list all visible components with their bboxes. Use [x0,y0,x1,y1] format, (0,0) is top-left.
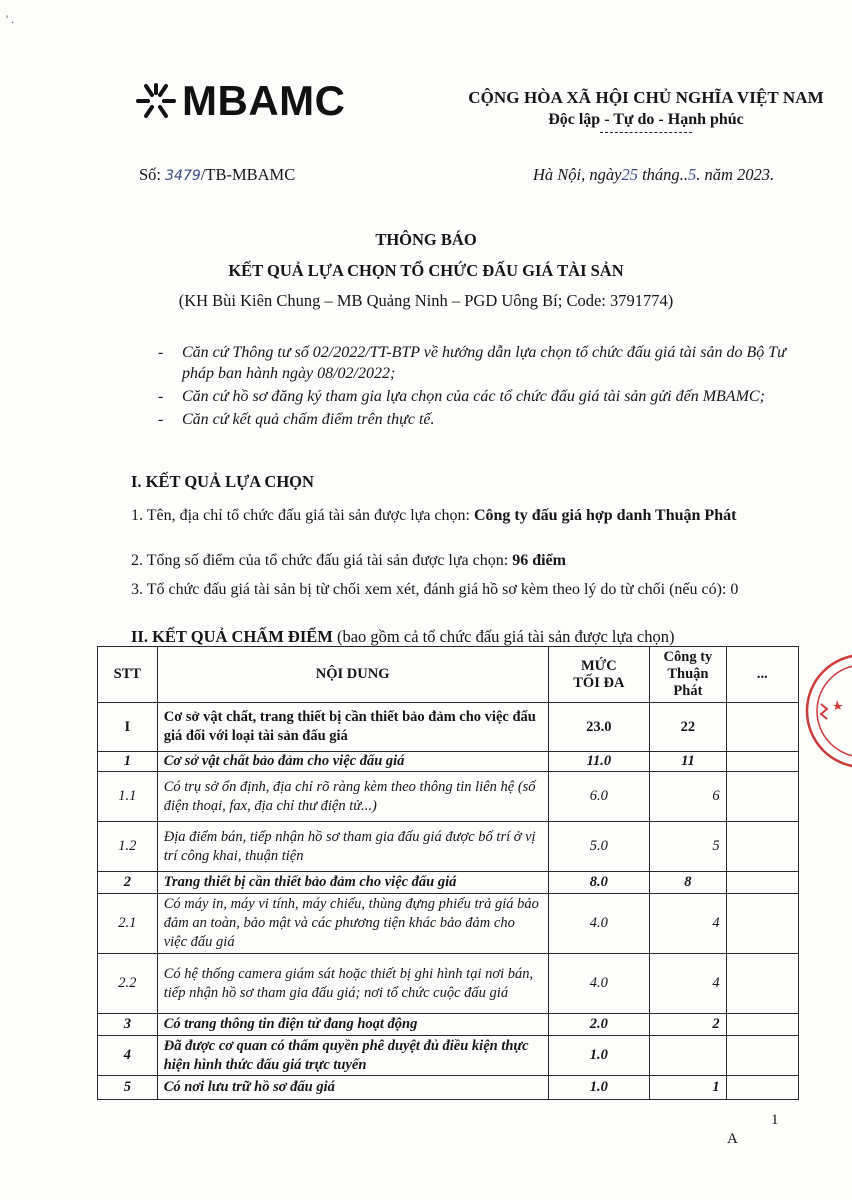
table-row: 3 Có trang thông tin điện tử đang hoạt động 2.0 2 [98,1014,799,1036]
logo-wordmark: MBAMC [182,77,346,124]
notice-title: THÔNG BÁO [375,230,477,249]
table-row: 2.2 Có hệ thống camera giám sát hoặc thiết bị ghi hình tại nơi bán, tiếp nhận hồ sơ tham gia đấu giá; nơi tổ chức cuộc đấu giá 4.0 4 [98,954,799,1014]
nation-name: CỘNG HÒA XÃ HỘI CHỦ NGHĨA VIỆT NAM [468,88,824,107]
document-number: Số: 3479/TB-MBAMC [139,165,296,184]
date-month: 5 [687,165,697,184]
place-date: Hà Nội, ngày25 tháng..5. năm 2023. [533,165,775,184]
header-more: ... [726,647,798,703]
motto-underline [600,132,692,133]
table-row: 4 Đã được cơ quan có thẩm quyền phê duyệt đủ điều kiện thực hiện hình thức đấu giá trực tuyến 1.0 [98,1036,799,1076]
footer-mark: A [727,1131,738,1147]
header-company: Công ty Thuận Phát [650,647,726,703]
handwritten-number: 3479 [165,168,201,184]
header-stt: STT [98,647,158,703]
table-row: 2.1 Có máy in, máy vi tính, máy chiếu, thùng đựng phiếu trả giá bảo đảm an toàn, bảo mật và các phương tiện khác bảo đảm cho việc đấu giá 4.0 4 [98,894,799,954]
nation-motto: Độc lập - Tự do - Hạnh phúc [548,111,744,128]
table-row: I Cơ sở vật chất, trang thiết bị cần thiết bảo đảm cho việc đấu giá đối với loại tài sản đấu giá 23.0 22 [98,703,799,752]
rejected-organizations: 3. Tổ chức đấu giá tài sản bị từ chối xem xét, đánh giá hồ sơ kèm theo lý do từ chối (nếu có): 0 [131,581,739,598]
table-row: 1.1 Có trụ sở ổn định, địa chỉ rõ ràng kèm theo thông tin liên hệ (số điện thoại, fax, địa chỉ thư điện tử...) 6.0 6 [98,772,799,822]
date-day: 25 [621,165,638,184]
page-number: 1 [771,1112,779,1128]
mbamc-star-icon [134,81,178,121]
section-1-heading: I. KẾT QUẢ LỰA CHỌN [131,472,314,491]
company-seal-icon [801,652,852,770]
basis-item: - Căn cứ kết quả chấm điểm trên thực tế. [158,409,798,430]
selected-organization: 1. Tên, địa chỉ tổ chức đấu giá tài sản được lựa chọn: Công ty đấu giá hợp danh Thuận Phát [131,507,737,524]
basis-item: - Căn cứ Thông tư số 02/2022/TT-BTP về hướng dẫn lựa chọn tổ chức đấu giá tài sản do Bộ Tư pháp ban hành ngày 08/02/2022; [158,342,798,384]
total-score: 2. Tổng số điểm của tổ chức đấu giá tài sản được lựa chọn: 96 điểm [131,552,566,569]
score-table [97,646,799,1100]
basis-item: - Căn cứ hồ sơ đăng ký tham gia lựa chọn của các tổ chức đấu giá tài sản gửi đến MBAMC; [158,386,798,407]
notice-subject: KẾT QUẢ LỰA CHỌN TỔ CHỨC ĐẤU GIÁ TÀI SẢN [228,261,624,280]
mbamc-logo [134,77,346,124]
header-content: NỘI DUNG [157,647,548,703]
table-row: 1 Cơ sở vật chất bảo đảm cho việc đấu giá 11.0 11 [98,752,799,772]
header-max: MỨC TỐI ĐA [548,647,650,703]
legal-bases [158,342,798,432]
table-row: 1.2 Địa điểm bán, tiếp nhận hồ sơ tham gia đấu giá được bố trí ở vị trí công khai, thuận tiện 5.0 5 [98,822,799,872]
table-row: 5 Có nơi lưu trữ hồ sơ đấu giá 1.0 1 [98,1076,799,1100]
section-2-heading: II. KẾT QUẢ CHẤM ĐIỂM (bao gồm cả tổ chức đấu giá tài sản được lựa chọn) [131,627,675,646]
national-header [462,88,830,133]
corner-mark: ' . [6,12,15,26]
table-row: 2 Trang thiết bị cần thiết bảo đảm cho việc đấu giá 8.0 8 [98,872,799,894]
notice-reference: (KH Bùi Kiên Chung – MB Quảng Ninh – PGD Uông Bí; Code: 3791774) [178,291,674,310]
